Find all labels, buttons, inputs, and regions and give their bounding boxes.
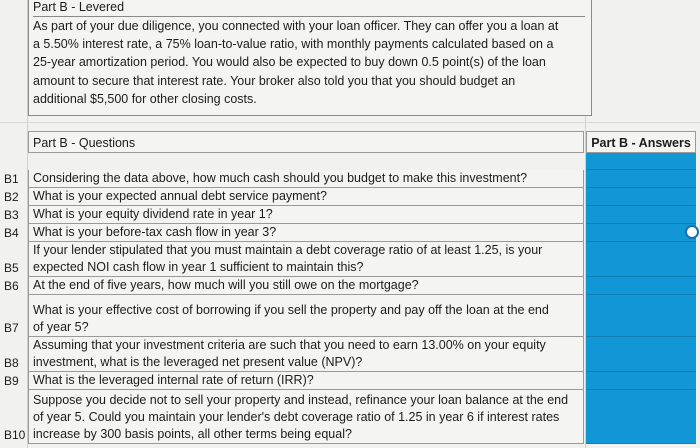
question-row-b7 <box>0 295 700 337</box>
row-id: B2 <box>4 190 19 204</box>
part-b-title: Part B - Levered <box>33 0 125 14</box>
question-row-b5 <box>0 242 700 277</box>
questions-header[interactable]: Part B - Questions <box>28 131 584 153</box>
selection-handle-icon[interactable] <box>685 225 699 239</box>
question-row-b2 <box>0 188 700 206</box>
grid-line <box>0 122 700 123</box>
question-row-b6 <box>0 277 700 295</box>
question-row-b9 <box>0 372 700 390</box>
question-row-b1 <box>0 170 700 188</box>
row-id: B1 <box>4 172 19 186</box>
question-text[interactable]: What is the leveraged internal rate of return (IRR)? <box>28 372 584 390</box>
row-id: B10 <box>4 428 26 442</box>
answer-cell-b5[interactable] <box>586 242 696 277</box>
row-id: B8 <box>4 356 19 370</box>
answers-header[interactable]: Part B - Answers <box>586 131 696 153</box>
question-text[interactable]: Suppose you decide not to sell your property and instead, refinance your loan balance at the end of year 5. Could you maintain your lender's debt coverage ratio of 1.25 in year 6 if interest rates increase by 300 basis points, all other terms being equal? <box>28 390 584 444</box>
answer-cell-b3[interactable] <box>586 206 696 224</box>
question-row-b8 <box>0 337 700 372</box>
answer-cell-b2[interactable] <box>586 188 696 206</box>
answer-cell-b8[interactable] <box>586 337 696 372</box>
question-text[interactable]: What is your effective cost of borrowing if you sell the property and pay off the loan at the end of year 5? <box>28 295 584 337</box>
answer-cell-b10[interactable] <box>586 390 696 444</box>
question-text[interactable]: What is your expected annual debt service payment? <box>28 188 584 206</box>
answer-cell-b4[interactable] <box>586 224 696 242</box>
question-text[interactable]: Assuming that your investment criteria are such that you need to earn 13.00% on your equity investment, what is the leveraged net present value (NPV)? <box>28 337 584 372</box>
answer-cell-b9[interactable] <box>586 372 696 390</box>
answer-cell-b6[interactable] <box>586 277 696 295</box>
question-text[interactable]: What is your equity dividend rate in year 1? <box>28 206 584 224</box>
row-id: B9 <box>4 374 19 388</box>
question-row-b10 <box>0 390 700 444</box>
question-text[interactable]: At the end of five years, how much will you still owe on the mortgage? <box>28 277 584 295</box>
row-id: B5 <box>4 261 19 275</box>
part-b-levered-box <box>28 0 592 116</box>
row-id: B6 <box>4 279 19 293</box>
question-text[interactable]: If your lender stipulated that you must maintain a debt coverage ratio of at least 1.25, is your expected NOI cash flow in year 1 sufficient to maintain this? <box>28 242 584 277</box>
part-b-intro-text: As part of your due diligence, you connected with your loan officer. They can offer you a loan at a 5.50% interest rate, a 75% loan-to-value ratio, with monthly payments calculated based on a 25-year amortization period. You would also be expected to buy down 0.5 point(s) of the loan amount to secure that interest rate. Your broker also told you that you should budget an additional $5,500 for other closing costs. <box>33 16 585 108</box>
question-row-b4 <box>0 224 700 242</box>
answer-cell-b7[interactable] <box>586 295 696 337</box>
row-id: B3 <box>4 208 19 222</box>
question-text[interactable]: Considering the data above, how much cash should you budget to make this investment? <box>28 170 584 188</box>
question-row-b3 <box>0 206 700 224</box>
answer-cell-b1-top[interactable] <box>586 153 696 170</box>
question-text[interactable]: What is your before-tax cash flow in year 3? <box>28 224 584 242</box>
row-id: B4 <box>4 226 19 240</box>
answer-cell-b1[interactable] <box>586 170 696 188</box>
row-id: B7 <box>4 321 19 335</box>
